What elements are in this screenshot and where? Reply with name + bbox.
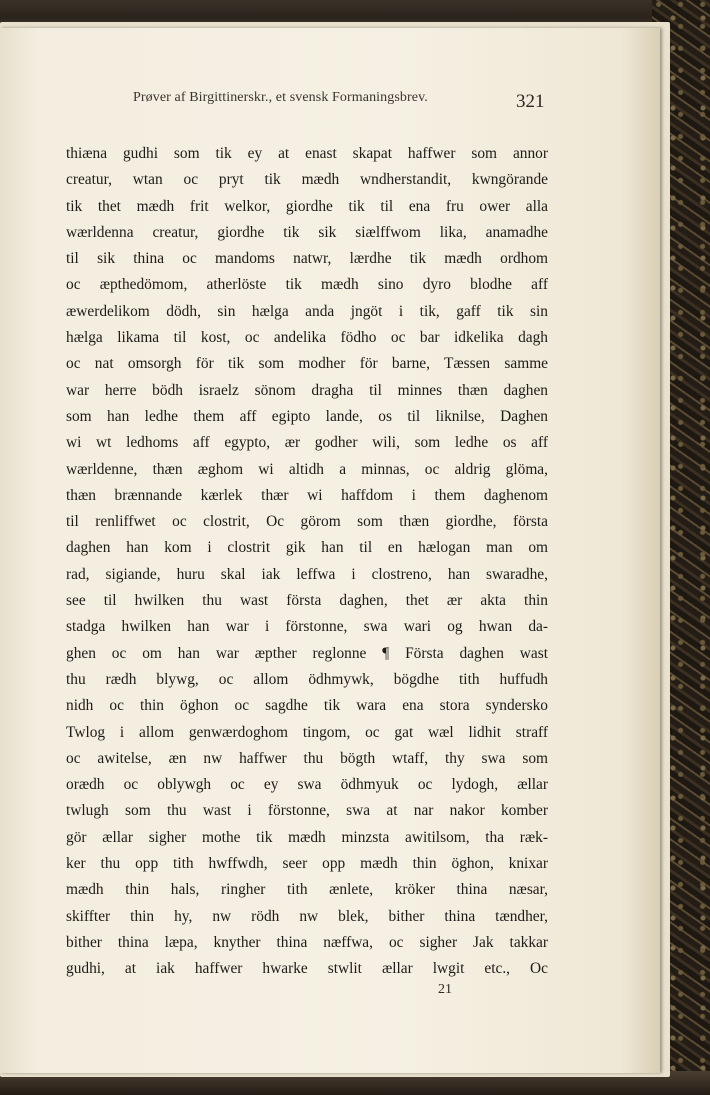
text-line: stadga hwilken han war i förstonne, swa wari og hwan da- — [66, 618, 548, 636]
text-line: til sik thina oc mandoms natwr, lærdhe tik mædh ordhom — [66, 250, 548, 268]
running-head: Prøver af Birgittinerskr., et svensk Formaningsbrev. — [133, 90, 428, 105]
text-line: gör ællar sigher mothe tik mædh minzsta awitilsom, tha ræk- — [66, 828, 548, 846]
text-line: æwerdelikom dödh, sin hælga anda jngöt i tik, gaff tik sin — [66, 302, 548, 320]
text-line: hælga likama til kost, oc andelika födho oc bar idkelika dagh — [66, 329, 548, 347]
text-line: til renliffwet oc clostrit, Oc görom som thæn giordhe, första — [66, 513, 548, 531]
text-line: mædh thin hals, ringher tith ænlete, kröker thina næsar, — [66, 881, 548, 899]
text-line: ker thu opp tith hwffwdh, seer opp mædh thin öghon, knixar — [66, 855, 548, 873]
page-number: 321 — [516, 91, 545, 112]
body-text — [66, 141, 548, 983]
text-line: ghen oc om han war æpther reglonne ¶ Första daghen wast — [66, 644, 548, 662]
text-line: thæn brænnande kærlek thær wi haffdom i them daghenom — [66, 486, 548, 504]
text-line: wærldenna creatur, giordhe tik sik siælffwom lika, anamadhe — [66, 223, 548, 241]
text-line: rad, sigiande, huru skal iak leffwa i clostreno, han swaradhe, — [66, 565, 548, 583]
text-line: som han ledhe them aff egipto lande, os til liknilse, Daghen — [66, 407, 548, 425]
text-line: daghen han kom i clostrit gik han til en hælogan man om — [66, 539, 548, 557]
text-line: tik thet mædh frit welkor, giordhe tik til ena fru ower alla — [66, 197, 548, 215]
text-line: oc awitelse, æn nw haffwer thu bögth wtaff, thy swa som — [66, 749, 548, 767]
text-line: Twlog i allom genwærdoghom tingom, oc gat wæl lidhit straff — [66, 723, 548, 741]
text-line: creatur, wtan oc pryt tik mædh wndherstandit, kwngörande — [66, 171, 548, 189]
text-line: twlugh som thu wast i förstonne, swa at nar nakor komber — [66, 802, 548, 820]
text-line: nidh oc thin öghon oc sagdhe tik wara ena stora syndersko — [66, 697, 548, 715]
text-line: thu rædh blywg, oc allom ödhmywk, bögdhe tith huffudh — [66, 670, 548, 688]
text-line: orædh oc oblywgh oc ey swa ödhmyuk oc lydogh, ællar — [66, 776, 548, 794]
text-line: see til hwilken thu wast första daghen, thet ær akta thin — [66, 592, 548, 610]
text-line: gudhi, at iak haffwer hwarke stwlit ællar lwgit etc., Oc — [66, 960, 548, 978]
text-line: oc æpthedömom, atherlöste tik mædh sino dyro blodhe aff — [66, 276, 548, 294]
text-line: wi wt ledhoms aff egypto, ær godher wili, som ledhe os aff — [66, 434, 548, 452]
text-line: bither thina læpa, knyther thina næffwa, oc sigher Jak takkar — [66, 933, 548, 951]
text-line: skiffter thin hy, nw rödh nw blek, bither thina tændher, — [66, 907, 548, 925]
text-line: oc nat omsorgh för tik som modher för barne, Tæssen samme — [66, 355, 548, 373]
text-line: war herre bödh israelz sönom dragha til minnes thæn daghen — [66, 381, 548, 399]
text-line: wærldenne, thæn æghom wi altidh a minnas, oc aldrig glöma, — [66, 460, 548, 478]
signature-mark: 21 — [438, 982, 452, 997]
text-line: thiæna gudhi som tik ey at enast skapat haffwer som annor — [66, 145, 548, 162]
